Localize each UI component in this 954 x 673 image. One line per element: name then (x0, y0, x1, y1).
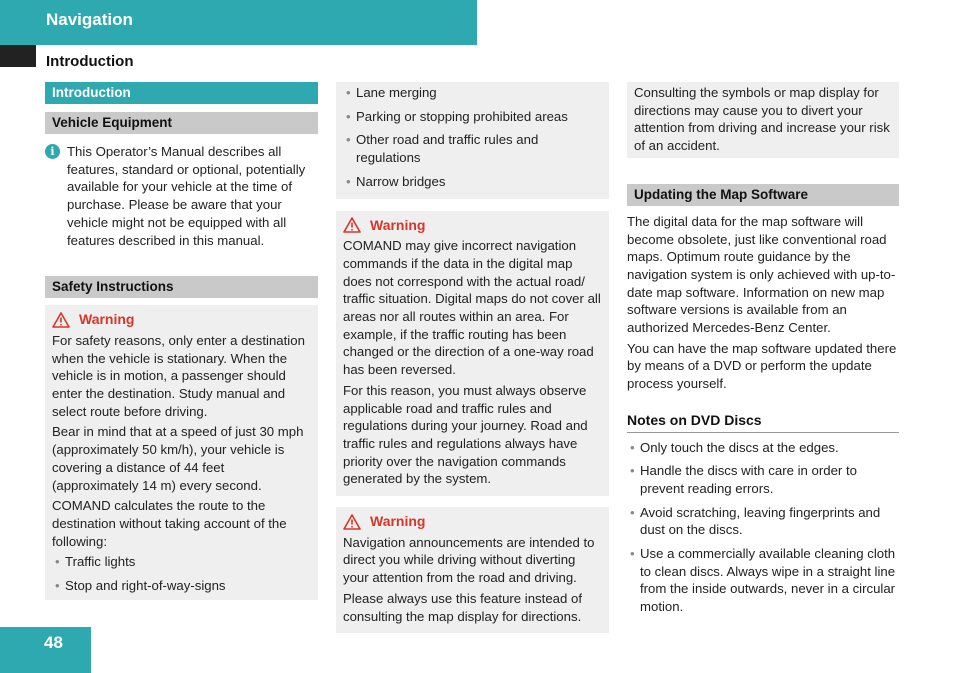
info-note (45, 143, 318, 249)
updating-map-software-heading: Updating the Map Software (627, 184, 899, 206)
warning-heading (343, 513, 603, 531)
introduction-heading: Introduction (45, 82, 318, 104)
paragraph: Consulting the symbols or map display for directions may cause you to divert your attention from driving and increase your risk of an accident. (634, 85, 890, 154)
continued-warning-box (627, 82, 899, 158)
warning-triangle-icon (52, 312, 70, 328)
warning-label: Warning (370, 216, 426, 233)
list-item: • Avoid scratching, leaving fingerprints and dust on the discs. (627, 504, 899, 539)
warning-label: Warning (370, 513, 426, 530)
column-2 (336, 82, 609, 633)
list-item: • Lane merging (343, 84, 603, 102)
notes-on-dvd-heading: Notes on DVD Discs (627, 412, 899, 433)
paragraph: Bear in mind that at a speed of just 30 mph (approximately 50 km/h), your vehicle is covering a distance of 44 feet (approximately 14 m) every second. (52, 424, 304, 493)
info-icon: i (45, 144, 60, 159)
warning-box (45, 305, 318, 600)
paragraph: The digital data for the map software will become obsolete, just like conventional road maps. Optimum route guidance by the navigation system is only achieved with up-to-date map software. Information on new map software versions is available from an authorized Mercedes-Benz Center. (627, 213, 896, 336)
chapter-tab-marker (0, 45, 36, 67)
paragraph: You can have the map software updated there by means of a DVD or perform the update process yourself. (627, 340, 897, 392)
page-number: 48 (44, 633, 63, 652)
warning-heading (52, 311, 312, 329)
list-item: • Handle the discs with care in order to prevent reading errors. (627, 462, 899, 497)
paragraph: For this reason, you must always observe applicable road and traffic rules and regulations during your journey. Road and traffic rules and regulations always have priority over the navigation commands generated by the system. (343, 382, 588, 487)
vehicle-equipment-text: This Operator’s Manual describes all features, standard or optional, potentially available for your vehicle at the time of purchase. Please be aware that your vehicle might not be equipped with all features described in this manual. (67, 144, 306, 248)
safety-instructions-heading: Safety Instructions (45, 276, 318, 298)
paragraph: Please always use this feature instead of consulting the map display for directions. (343, 590, 582, 624)
warning-heading (343, 217, 603, 235)
continued-list-box (336, 82, 609, 199)
vehicle-equipment-heading: Vehicle Equipment (45, 112, 318, 134)
paragraph: For safety reasons, only enter a destination when the vehicle is stationary. When the vehicle is in motion, a passenger should enter the destination. Study manual and select route before driving. (52, 332, 305, 419)
list-item: • Parking or stopping prohibited areas (343, 108, 603, 126)
list-item: • Only touch the discs at the edges. (627, 439, 899, 457)
section-title: Introduction (46, 53, 134, 70)
paragraph: COMAND calculates the route to the destination without taking account of the following: (52, 498, 287, 549)
paragraph: COMAND may give incorrect navigation commands if the data in the digital map does not correspond with the actual road/ traffic situation. Digital maps do not cover all areas nor all routes within an area. For example, if the traffic routing has been changed or the direction of a one-way road has been reversed. (343, 238, 601, 378)
list-item: • Stop and right-of-way-signs (52, 577, 312, 595)
warning-triangle-icon (343, 217, 361, 233)
warning-label: Warning (79, 311, 135, 328)
warning-triangle-icon (343, 514, 361, 530)
paragraph: Navigation announcements are intended to direct you while driving without diverting your attention from the road and driving. (343, 534, 595, 586)
list-item: • Narrow bridges (343, 173, 603, 191)
chapter-title: Navigation (46, 10, 133, 29)
warning-box (336, 507, 609, 633)
list-item: • Use a commercially available cleaning cloth to clean discs. Always wipe in a straight line from the inside outwards, never in a circular motion. (627, 545, 899, 616)
list-item: • Other road and traffic rules and regulations (343, 131, 603, 166)
list-item: • Traffic lights (52, 553, 312, 571)
column-1 (45, 82, 318, 600)
column-3 (627, 82, 899, 622)
warning-box (336, 211, 609, 497)
